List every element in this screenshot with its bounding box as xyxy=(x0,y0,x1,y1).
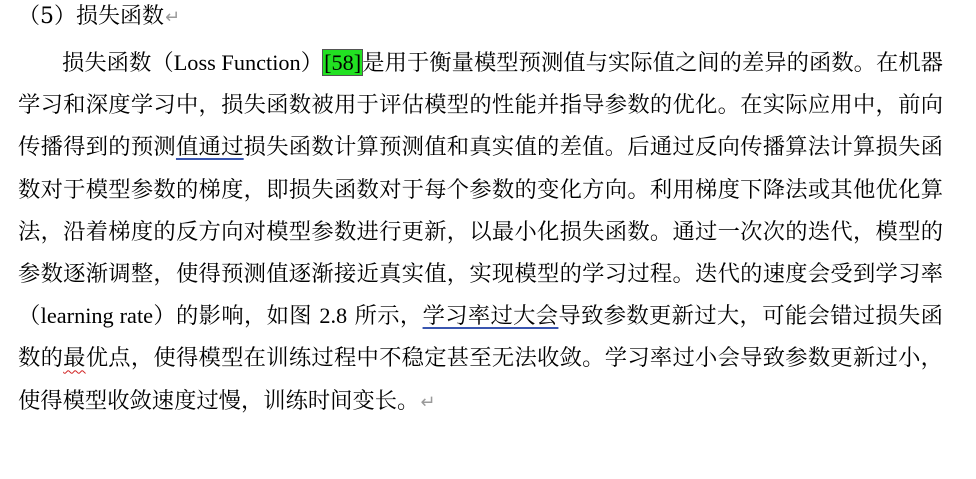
term-loss-function: Loss Function xyxy=(173,50,301,75)
section-heading xyxy=(18,4,180,31)
body-paragraph xyxy=(18,42,943,424)
text-segment: 损失函数计算预测值和真实值的差值。后通过反向传播算法计算损失函数对于模型参数的梯度，即损失函数对于每个参数的变化方向。利用梯度下降法或其他优化算法，沿着梯度的反方向对模型参数进行更新，以最小化损失函数。通过一次次的迭代，模型的参数逐渐调整，使得预测值逐渐接近真实值，实现模型的学习过程。迭代的速度会受到学习率（ xyxy=(18,134,943,330)
text-segment: 导致参数更新过大，可能会错过损失函数的 xyxy=(18,303,943,372)
text-segment: ） xyxy=(300,50,324,76)
text-segment: 所示， xyxy=(347,303,423,330)
text-segment: ）的影响，如图 xyxy=(153,303,320,330)
citation-reference[interactable]: [58] xyxy=(324,50,362,75)
spelling-underline[interactable]: 最 xyxy=(63,345,86,372)
grammar-underline-1[interactable]: 值通过 xyxy=(175,134,244,161)
text-segment: 损失函数（ xyxy=(62,50,174,76)
grammar-underline-2[interactable]: 学习率过大会 xyxy=(422,303,559,330)
heading-text: （5）损失函数 xyxy=(18,4,164,29)
text-segment: 优点，使得模型在训练过程中不稳定甚至无法收敛。学习率过小会导致参数更新过小，使得模型收敛速度过慢，训练时间变长。 xyxy=(18,345,943,414)
figure-reference: 2.8 xyxy=(319,303,348,329)
paragraph-mark-icon: ↵ xyxy=(420,391,436,413)
paragraph-mark-icon: ↵ xyxy=(165,7,181,28)
term-learning-rate: learning rate xyxy=(40,303,154,329)
text-segment: 是用于衡量模型预测值与实际值之间的差异的函数。在机器学习和深度学习中，损失函数被用于评估模型的性能并指导参数的优化。在实际应用中，前向传播得到的预测 xyxy=(18,50,943,161)
